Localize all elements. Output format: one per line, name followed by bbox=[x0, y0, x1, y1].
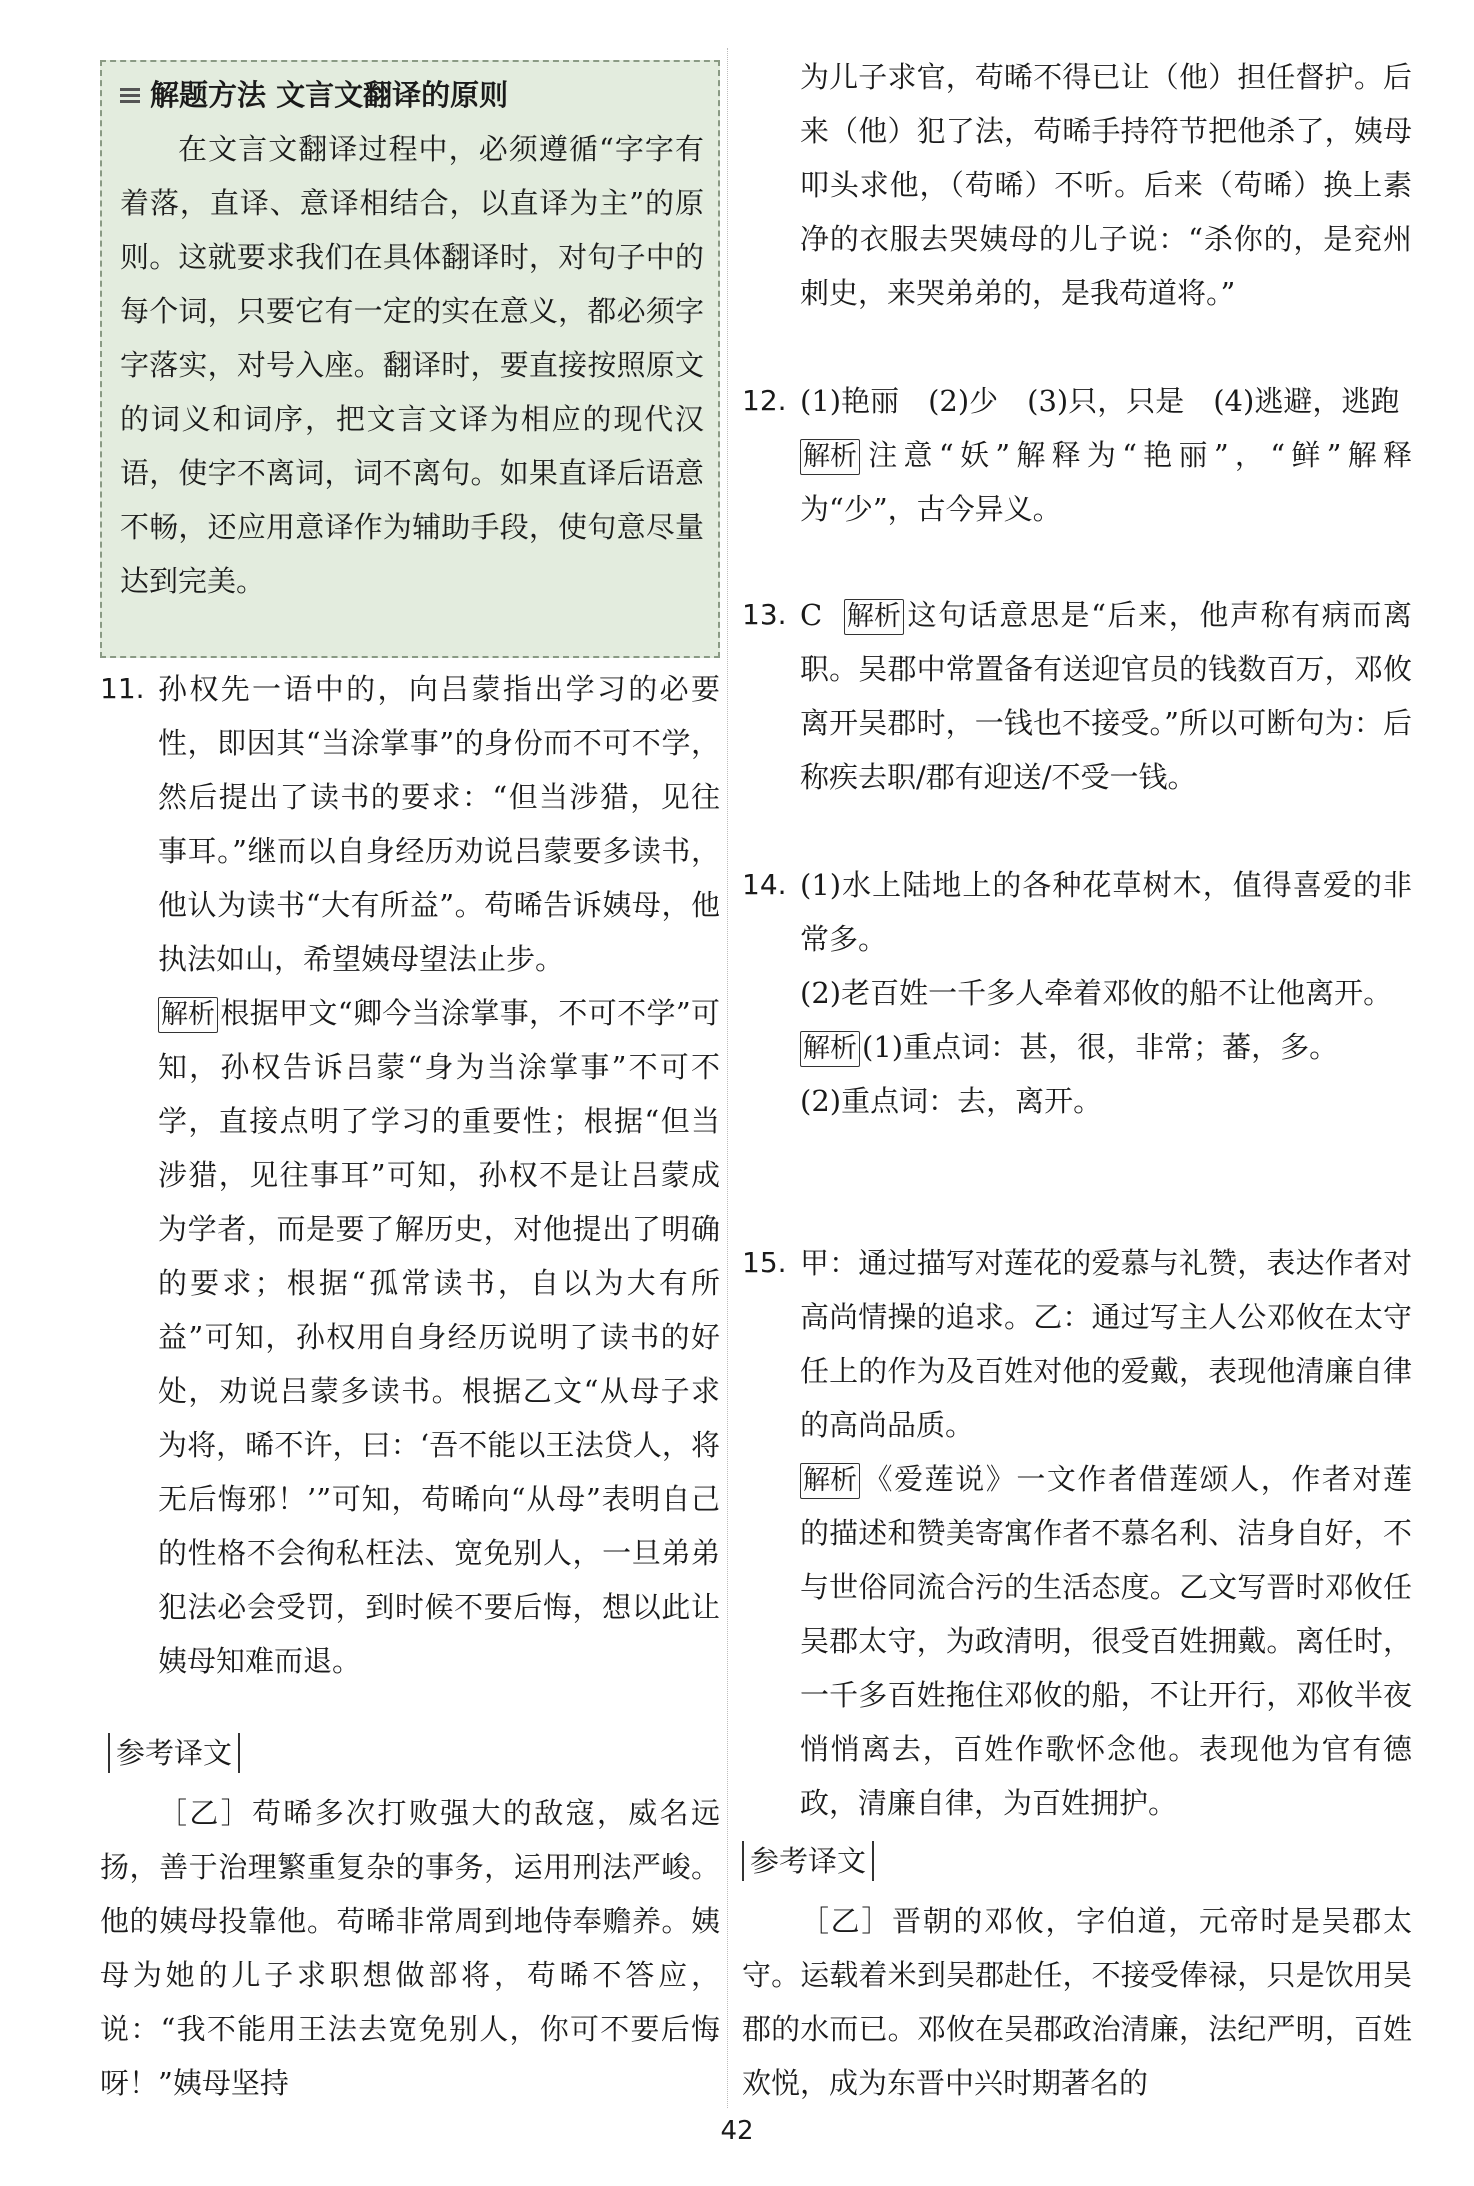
analysis-paragraph bbox=[800, 1452, 1412, 1830]
analysis-tag: 解析 bbox=[158, 997, 218, 1033]
method-tip-box bbox=[100, 60, 720, 658]
reference-label: 参考译文 bbox=[108, 1733, 240, 1773]
column-divider bbox=[727, 48, 728, 2108]
analysis-text-1: (1)重点词：甚，很，非常；蕃，多。 bbox=[862, 1030, 1339, 1064]
question-number: 14. bbox=[742, 868, 787, 901]
analysis-text: 《爱莲说》一文作者借莲颂人，作者对莲的描述和赞美寄寓作者不慕名利、洁身自好，不与世俗同流合污的生活态度。乙文写晋时邓攸任吴郡太守，为政清明，很受百姓拥戴。离任时，一千多百姓拖住邓攸的船，不让开行，邓攸半夜悄悄离去，百姓作歌怀念他。表现他为官有德政，清廉自律，为百姓拥护。 bbox=[800, 1462, 1412, 1820]
answer-text: C bbox=[800, 598, 823, 632]
answer-text: 甲：通过描写对莲花的爱慕与礼赞，表达作者对高尚情操的追求。乙：通过写主人公邓攸在太守任上的作为及百姓对他的爱戴，表现他清廉自律的高尚品质。 bbox=[800, 1246, 1412, 1442]
question-14 bbox=[742, 858, 1412, 1128]
reference-heading bbox=[742, 1834, 1412, 1888]
reference-translation-right bbox=[742, 1834, 1412, 2110]
tip-body: 在文言文翻译过程中，必须遵循“字字有着落，直译、意译相结合，以直译为主”的原则。这就要求我们在具体翻译时，对句子中的每个词，只要它有一定的实在意义，都必须字字落实，对号入座。翻译时，要直接按照原文的词义和词序，把文言文译为相应的现代汉语，使字不离词，词不离句。如果直译后语意不畅，还应用意译作为辅助手段，使句意尽量达到完美。 bbox=[120, 132, 704, 598]
tip-title-text: 解题方法 文言文翻译的原则 bbox=[150, 78, 509, 112]
answer-analysis bbox=[800, 588, 1412, 804]
question-12 bbox=[742, 374, 1412, 536]
analysis-tag: 解析 bbox=[844, 599, 904, 635]
answer-text-1: (1)水上陆地上的各种花草树木，值得喜爱的非常多。 bbox=[800, 868, 1412, 956]
question-number: 11. bbox=[100, 672, 145, 705]
list-icon bbox=[120, 88, 140, 106]
question-number: 12. bbox=[742, 384, 787, 417]
translation-continued bbox=[800, 50, 1412, 320]
analysis-paragraph bbox=[800, 428, 1412, 536]
tip-title bbox=[120, 72, 704, 118]
analysis-paragraph bbox=[158, 986, 720, 1688]
reference-text: ［乙］苟晞多次打败强大的敌寇，威名远扬，善于治理繁重复杂的事务，运用刑法严峻。他的姨母投靠他。苟晞非常周到地侍奉赡养。姨母为她的儿子求职想做部将，苟晞不答应，说：“我不能用王法去宽免别人，你可不要后悔呀！”姨母坚持 bbox=[100, 1796, 720, 2100]
analysis-text-2: (2)重点词：去，离开。 bbox=[800, 1084, 1103, 1118]
question-number: 13. bbox=[742, 598, 787, 631]
analysis-text: 注意“妖”解释为“艳丽”，“鲜”解释为“少”，古今异义。 bbox=[800, 438, 1412, 526]
reference-text: ［乙］晋朝的邓攸，字伯道，元帝时是吴郡太守。运载着米到吴郡赴任，不接受俸禄，只是饮用吴郡的水而已。邓攸在吴郡政治清廉，法纪严明，百姓欢悦，成为东晋中兴时期著名的 bbox=[742, 1904, 1412, 2100]
question-13 bbox=[742, 588, 1413, 804]
question-number: 15. bbox=[742, 1246, 787, 1279]
reference-translation-left bbox=[100, 1726, 720, 2110]
answer-text: 孙权先一语中的，向吕蒙指出学习的必要性，即因其“当涂掌事”的身份而不可不学，然后提出了读书的要求：“但当涉猎，见往事耳。”继而以自身经历劝说吕蒙要多读书，他认为读书“大有所益”。苟晞告诉姨母，他执法如山，希望姨母望法止步。 bbox=[158, 672, 720, 976]
reference-heading bbox=[108, 1726, 720, 1780]
analysis-text: 根据甲文“卿今当涂掌事，不可不学”可知，孙权告诉吕蒙“身为当涂掌事”不可不学，直接点明了学习的重要性；根据“但当涉猎，见往事耳”可知，孙权不是让吕蒙成为学者，而是要了解历史，对他提出了明确的要求；根据“孤常读书，自以为大有所益”可知，孙权用自身经历说明了读书的好处，劝说吕蒙多读书。根据乙文“从母子求为将，晞不许，曰：‘吾不能以王法贷人，将无后悔邪！’”可知，苟晞向“从母”表明自己的性格不会徇私枉法、宽免别人，一旦弟弟犯法必会受罚，到时候不要后悔，想以此让姨母知难而退。 bbox=[158, 996, 720, 1678]
analysis-tag: 解析 bbox=[800, 1031, 860, 1067]
analysis-paragraph bbox=[800, 1020, 1412, 1074]
analysis-tag: 解析 bbox=[800, 439, 860, 475]
question-15 bbox=[742, 1236, 1412, 1830]
analysis-text: 这句话意思是“后来，他声称有病而离职。吴郡中常置备有送迎官员的钱数百万，邓攸离开吴郡时，一钱也不接受。”所以可断句为：后称疾去职/郡有迎送/不受一钱。 bbox=[800, 598, 1413, 794]
answer-text-2: (2)老百姓一千多人牵着邓攸的船不让他离开。 bbox=[800, 976, 1393, 1010]
analysis-tag: 解析 bbox=[800, 1463, 860, 1499]
page-number: 42 bbox=[720, 2116, 754, 2146]
reference-label: 参考译文 bbox=[742, 1841, 874, 1881]
question-11 bbox=[100, 662, 720, 1688]
continued-text: 为儿子求官，苟晞不得已让（他）担任督护。后来（他）犯了法，苟晞手持符节把他杀了，姨母叩头求他，（苟晞）不听。后来（苟晞）换上素净的衣服去哭姨母的儿子说：“杀你的，是兖州刺史，来哭弟弟的，是我苟道将。” bbox=[800, 60, 1412, 310]
answer-text: (1)艳丽 (2)少 (3)只，只是 (4)逃避，逃跑 bbox=[800, 384, 1400, 418]
